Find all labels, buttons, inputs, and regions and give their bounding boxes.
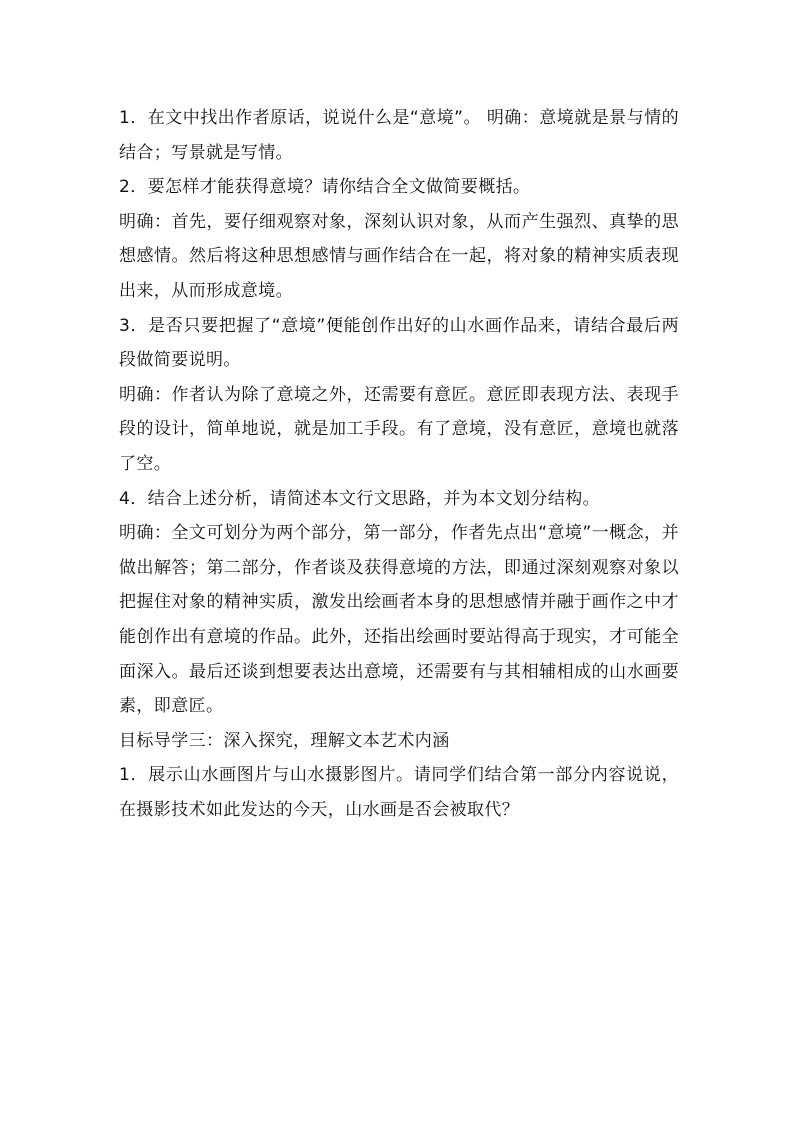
question-3: 3．是否只要把握了“意境”便能创作出好的山水画作品来，请结合最后两段做简要说明。 [119, 315, 679, 371]
answer-3: 明确：作者认为除了意境之外，还需要有意匠。意匠即表现方法、表现手段的设计，简单地说，就是加工手段。有了意境，没有意匠，意境也就落了空。 [119, 384, 679, 474]
answer-4: 明确：全文可划分为两个部分，第一部分，作者先点出“意境”一概念，并做出解答；第二部分，作者谈及获得意境的方法，即通过深刻观察对象以把握住对象的精神实质，激发出绘画者本身的思想感情并融于画作之中才能创作出有意境的作品。此外，还指出绘画时要站得高于现实，才可能全面深入。最后还谈到想要表达出意境，还需要有与其相辅相成的山水画要素，即意匠。 [119, 523, 679, 717]
question-4: 4．结合上述分析，请简述本文行文思路，并为本文划分结构。 [119, 488, 601, 509]
question-5: 1．展示山水画图片与山水摄影图片。请同学们结合第一部分内容说说，在摄影技术如此发达的今天，山水画是否会被取代？ [119, 765, 679, 820]
answer-2: 明确：首先，要仔细观察对象，深刻认识对象，从而产生强烈、真挚的思想感情。然后将这种思想感情与画作结合在一起，将对象的精神实质表现出来，从而形成意境。 [119, 211, 679, 301]
question-1-answer: 1．在文中找出作者原话，说说什么是“意境”。 明确：意境就是景与情的结合；写景就是写情。 [119, 108, 679, 163]
section-heading: 目标导学三：深入探究，理解文本艺术内涵 [119, 730, 450, 751]
question-2: 2．要怎样才能获得意境？请你结合全文做简要概括。 [119, 177, 531, 198]
document-body [119, 101, 679, 827]
